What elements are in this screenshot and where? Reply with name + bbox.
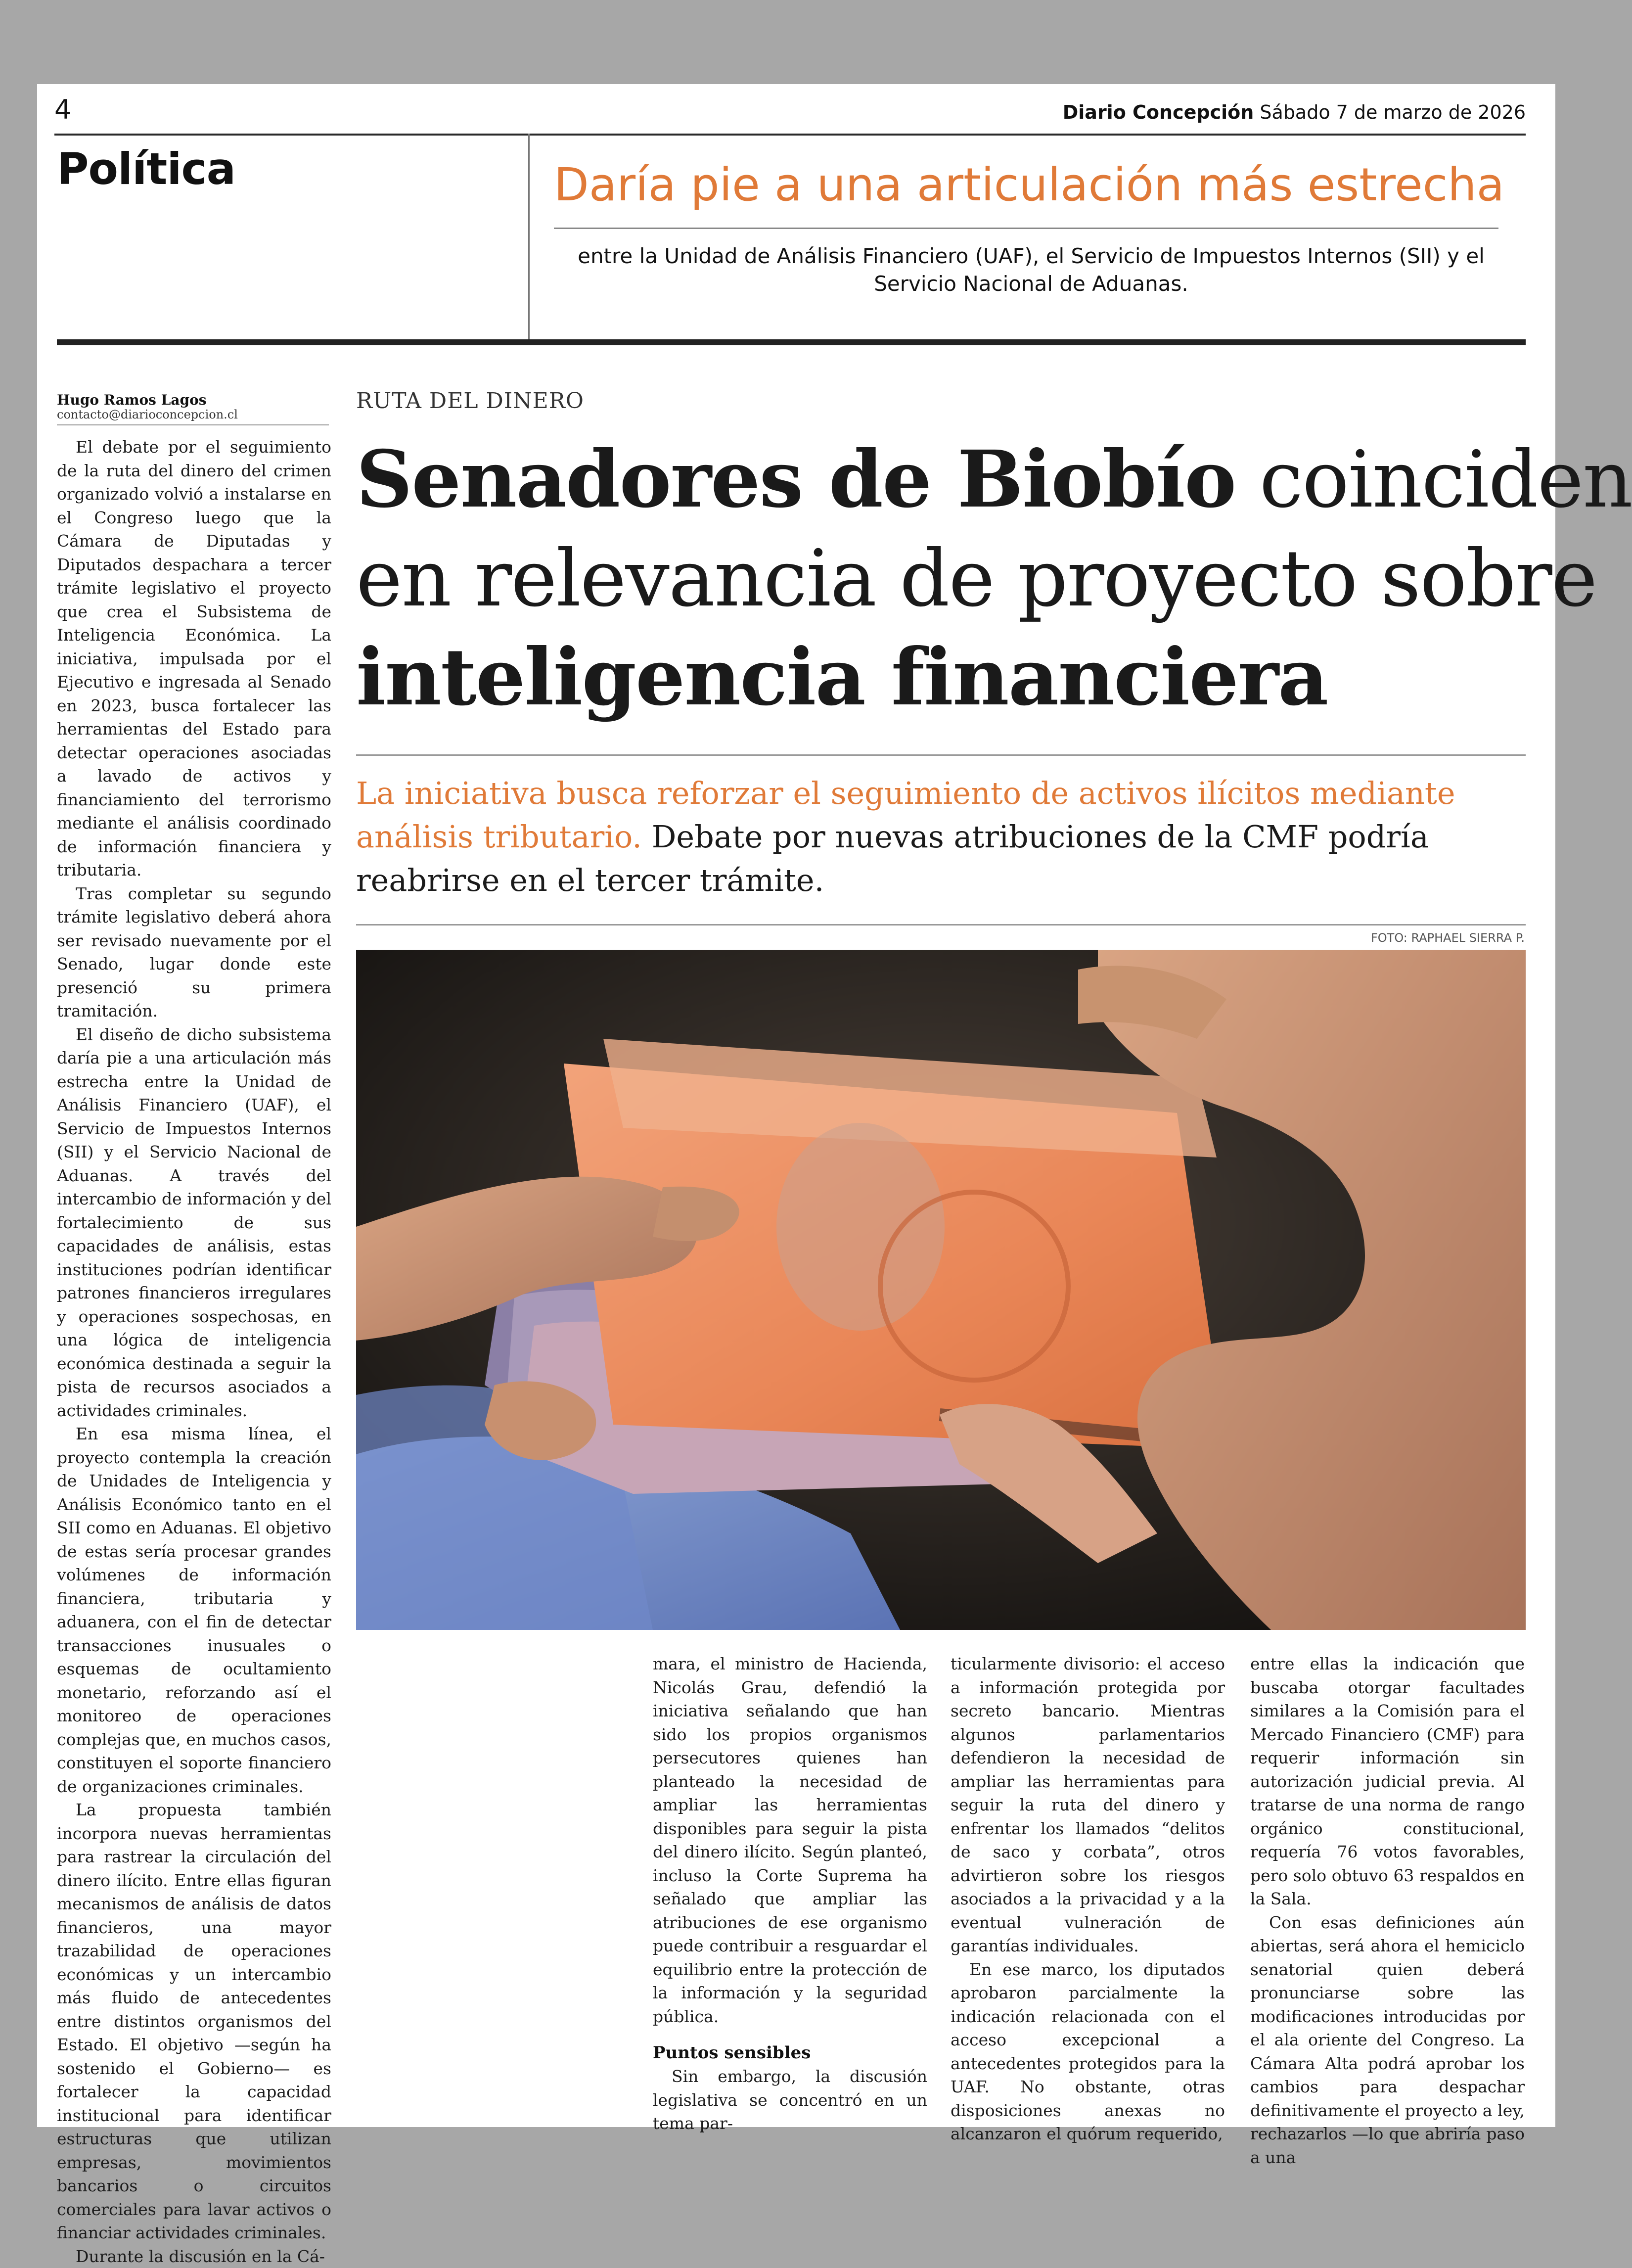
header-thick-rule: [57, 339, 1526, 345]
vertical-divider: [528, 134, 530, 341]
body-column-2: [951, 1652, 1225, 2146]
subhead: Puntos sensibles: [653, 2043, 927, 2063]
article-photo: [356, 950, 1526, 1630]
highlight-title: Daría pie a una articulación más estrecha: [554, 158, 1498, 211]
highlight-rule: [554, 228, 1498, 229]
deck-accent: La iniciativa busca reforzar el seguimiento de activos ilícitos mediante análisis tributario.: [356, 775, 1455, 855]
left-text-column: [57, 435, 331, 2268]
deck-top-rule: [356, 754, 1526, 756]
body-paragraph: Con esas definiciones aún abiertas, será ahora el hemiciclo senatorial quien deberá pronunciarse sobre las modificaciones introducidas por el ala oriente del Congreso. La Cámara Alta podrá aprobar los cambios para despachar definitivamente el proyecto a ley, rechazarlos —lo que abriría paso a una: [1250, 1911, 1525, 2170]
body-paragraph: Durante la discusión en la Cá-: [57, 2245, 331, 2268]
deck-bottom-rule: [356, 924, 1526, 926]
body-paragraph: Tras completar su segundo trámite legislativo deberá ahora ser revisado nuevamente por el Senado, lugar donde este presenció su primera tramitación.: [57, 882, 331, 1023]
headline-bold-part: Senadores de Biobío: [356, 434, 1235, 525]
body-paragraph: Sin embargo, la discusión legislativa se concentró en un tema par-: [653, 2065, 927, 2135]
banknotes-hands-illustration: [356, 950, 1526, 1630]
body-paragraph: mara, el ministro de Hacienda, Nicolás Grau, defendió la iniciativa señalando que han sido los propios organismos persecutores quienes han planteado la necesidad de ampliar las herramientas disponibles para seguir la pista del dinero ilícito. Según planteó, incluso la Corte Suprema ha señalado que ampliar las atribuciones de ese organismo puede contribuir a resguardar el equilibrio entre la protección de la información y la seguridad pública.: [653, 1652, 927, 2028]
photo-credit: FOTO: RAPHAEL SIERRA P.: [1371, 931, 1525, 945]
highlight-subtitle: entre la Unidad de Análisis Financiero (UAF), el Servicio de Impuestos Internos (SII) y el Servicio Nacional de Aduanas.: [564, 242, 1498, 298]
article-rubric: RUTA DEL DINERO: [356, 388, 584, 414]
body-column-1: [653, 1652, 927, 2135]
body-paragraph: En ese marco, los diputados aprobaron parcialmente la indicación relacionada con el acceso excepcional a antecedentes protegidos para la UAF. No obstante, otras disposiciones anexas no alcanzaron el quórum requerido,: [951, 1958, 1225, 2146]
masthead: [1063, 101, 1526, 123]
article-deck: [356, 772, 1513, 902]
body-column-3: [1250, 1652, 1525, 2169]
headline-bold-part-2: inteligencia financiera: [356, 632, 1327, 723]
body-paragraph: El diseño de dicho subsistema daría pie a una articulación más estrecha entre la Unidad de Análisis Financiero (UAF), el Servicio de Impuestos Internos (SII) y el Servicio Nacional de Aduanas. A través del intercambio de información y del fortalecimiento de sus capacidades de análisis, estas instituciones podrían identificar patrones financieros irregulares y operaciones sospechosas, en una lógica de inteligencia económica destinada a seguir la pista de recursos asociados a actividades criminales.: [57, 1023, 331, 1423]
section-title: Política: [57, 143, 235, 194]
deck-text: Debate por nuevas atribuciones de la CMF podría reabrirse en el tercer trámite.: [356, 819, 1429, 898]
body-paragraph: En esa misma línea, el proyecto contempla la creación de Unidades de Inteligencia y Análisis Económico tanto en el SII como en Aduanas. El objetivo de estas sería procesar grandes volúmenes de información financiera, tributaria y aduanera, con el fin de detectar transacciones inusuales o esquemas de ocultamiento monetario, reforzando así el monitoreo de operaciones complejas que, en muchos casos, constituyen el soporte financiero de organizaciones criminales.: [57, 1422, 331, 1798]
page-number: 4: [54, 94, 71, 125]
body-paragraph: La propuesta también incorpora nuevas herramientas para rastrear la circulación del dinero ilícito. Entre ellas figuran mecanismos de análisis de datos financieros, una mayor trazabilidad de operaciones económicas y un intercambio más fluido de antecedentes entre distintos organismos del Estado. El objetivo —según ha sostenido el Gobierno— es fortalecer la capacidad institucional para identificar estructuras que utilizan empresas, movimientos bancarios o circuitos comerciales para lavar activos o financiar actividades criminales.: [57, 1798, 331, 2245]
paper-name: Diario Concepción: [1063, 101, 1254, 123]
body-paragraph: entre ellas la indicación que buscaba otorgar facultades similares a la Comisión para el Mercado Financiero (CMF) para requerir información sin autorización judicial previa. Al tratarse de una norma de rango orgánico constitucional, requería 76 votos favorables, pero solo obtuvo 63 respaldos en la Sala.: [1250, 1652, 1525, 1911]
byline-author: Hugo Ramos Lagos: [57, 392, 329, 408]
headline-regular-part: coinciden: [1235, 434, 1632, 525]
body-paragraph: El debate por el seguimiento de la ruta del dinero del crimen organizado volvió a instalarse en el Congreso luego que la Cámara de Diputadas y Diputados despachara a tercer trámite legislativo el proyecto que crea el Subsistema de Inteligencia Económica. La iniciativa, impulsada por el Ejecutivo e ingresada al Senado en 2023, busca fortalecer las herramientas del Estado para detectar operaciones asociadas a lavado de activos y financiamiento del terrorismo mediante el análisis coordinado de información financiera y tributaria.: [57, 435, 331, 882]
body-paragraph: ticularmente divisorio: el acceso a información protegida por secreto bancario. Mientras algunos parlamentarios defendieron la necesidad de ampliar las herramientas para seguir la ruta del dinero y enfrentar los llamados “delitos de saco y corbata”, otros advirtieron sobre los riesgos asociados a la privacidad y a la eventual vulneración de garantías individuales.: [951, 1652, 1225, 1958]
byline-email: contacto@diarioconcepcion.cl: [57, 408, 329, 425]
article-headline: [356, 430, 1528, 727]
issue-date: Sábado 7 de marzo de 2026: [1260, 101, 1526, 123]
headline-line-2: en relevancia de proyecto sobre: [356, 529, 1528, 628]
